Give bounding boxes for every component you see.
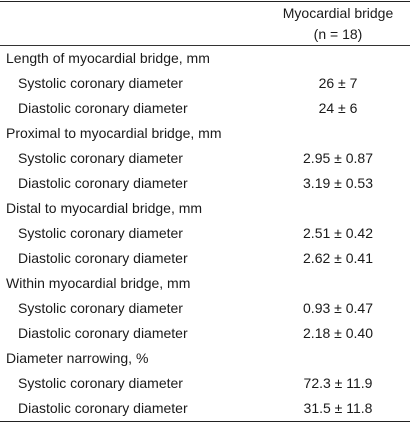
row-label: Diastolic coronary diameter bbox=[18, 325, 188, 341]
row-value: 24 ± 6 bbox=[318, 100, 358, 116]
group-header-row bbox=[0, 121, 410, 146]
row-label: Diastolic coronary diameter bbox=[18, 100, 188, 116]
table-row bbox=[0, 221, 410, 246]
column-header-title: Myocardial bridge bbox=[282, 5, 394, 21]
table-row bbox=[0, 246, 410, 271]
row-value: 2.95 ± 0.87 bbox=[303, 150, 373, 166]
table-row bbox=[0, 396, 410, 421]
table-top-rule bbox=[0, 1, 410, 2]
row-label: Systolic coronary diameter bbox=[18, 375, 183, 391]
row-value: 2.18 ± 0.40 bbox=[303, 325, 373, 341]
group-label: Within myocardial bridge, mm bbox=[6, 275, 191, 291]
row-label: Diastolic coronary diameter bbox=[18, 400, 188, 416]
table-bottom-rule bbox=[0, 421, 410, 422]
row-value: 26 ± 7 bbox=[318, 75, 358, 91]
group-header-row bbox=[0, 346, 410, 371]
group-label: Diameter narrowing, % bbox=[6, 350, 149, 366]
group-header-row bbox=[0, 196, 410, 221]
row-label: Systolic coronary diameter bbox=[18, 225, 183, 241]
row-value: 3.19 ± 0.53 bbox=[303, 175, 373, 191]
table-row bbox=[0, 296, 410, 321]
group-label: Distal to myocardial bridge, mm bbox=[6, 200, 203, 216]
table-row bbox=[0, 96, 410, 121]
row-label: Systolic coronary diameter bbox=[18, 150, 183, 166]
row-value: 2.62 ± 0.41 bbox=[303, 250, 373, 266]
group-label: Length of myocardial bridge, mm bbox=[6, 50, 210, 66]
row-value: 0.93 ± 0.47 bbox=[303, 300, 373, 316]
group-header-row bbox=[0, 46, 410, 71]
group-header-row bbox=[0, 271, 410, 296]
table-row bbox=[0, 371, 410, 396]
table-row bbox=[0, 71, 410, 96]
row-value: 72.3 ± 11.9 bbox=[303, 375, 373, 391]
group-label: Proximal to myocardial bridge, mm bbox=[6, 125, 222, 141]
table-row bbox=[0, 171, 410, 196]
row-label: Diastolic coronary diameter bbox=[18, 250, 188, 266]
column-header-n: (n = 18) bbox=[313, 26, 363, 42]
row-label: Systolic coronary diameter bbox=[18, 300, 183, 316]
table-row bbox=[0, 321, 410, 346]
row-value: 31.5 ± 11.8 bbox=[303, 400, 373, 416]
row-label: Diastolic coronary diameter bbox=[18, 175, 188, 191]
table-row bbox=[0, 146, 410, 171]
row-value: 2.51 ± 0.42 bbox=[303, 225, 373, 241]
row-label: Systolic coronary diameter bbox=[18, 75, 183, 91]
